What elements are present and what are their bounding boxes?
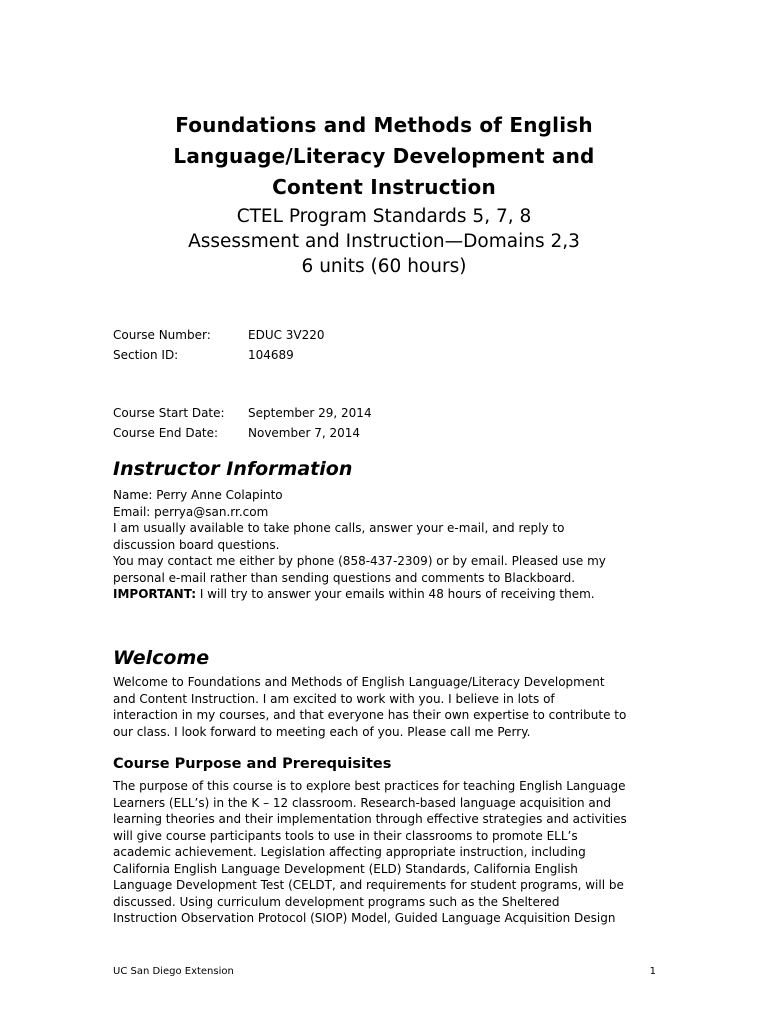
- instructor-name: Name: Perry Anne Colapinto: [113, 488, 283, 502]
- instructor-info: [113, 487, 658, 603]
- section-id-label: Section ID:: [113, 348, 179, 362]
- course-number-row: [113, 325, 325, 345]
- section-id-row: [113, 345, 325, 365]
- course-identifiers: [113, 325, 325, 365]
- course-dates: [113, 403, 372, 443]
- course-number-label: Course Number:: [113, 328, 211, 342]
- contact-line: personal e-mail rather than sending questions and comments to Blackboard.: [113, 570, 576, 585]
- page-footer: [113, 965, 656, 979]
- instructor-email: Email: perrya@san.rr.com: [113, 504, 269, 519]
- important-label: IMPORTANT:: [113, 587, 197, 601]
- course-title-line: Language/Literacy Development and: [173, 144, 595, 168]
- start-date-row: [113, 403, 372, 423]
- welcome-line: interaction in my courses, and that everyone has their own expertise to contribute to: [113, 708, 627, 722]
- availability-line: I am usually available to take phone calls, answer your e-mail, and reply to: [113, 521, 565, 535]
- program-standards: CTEL Program Standards 5, 7, 8: [236, 206, 532, 227]
- purpose-heading: Course Purpose and Prerequisites: [113, 756, 392, 772]
- purpose-line: learning theories and their implementation through effective strategies and activities: [113, 812, 627, 826]
- welcome-line: and Content Instruction. I am excited to work with you. I believe in lots of: [113, 691, 555, 706]
- end-date-label: Course End Date:: [113, 426, 219, 440]
- page-number: 1: [649, 966, 656, 977]
- end-date-value: November 7, 2014: [248, 426, 361, 440]
- purpose-line: academic achievement. Legislation affecting appropriate instruction, including: [113, 845, 586, 859]
- units-hours: 6 units (60 hours): [301, 256, 467, 277]
- purpose-line: The purpose of this course is to explore best practices for teaching English Language: [113, 779, 626, 793]
- section-id-value: 104689: [248, 348, 294, 362]
- course-number-value: EDUC 3V220: [248, 328, 325, 342]
- contact-line: You may contact me either by phone (858-437-2309) or by email. Pleased use my: [113, 554, 606, 568]
- welcome-line: our class. I look forward to meeting each of you. Please call me Perry.: [113, 724, 531, 739]
- important-text: I will try to answer your emails within 48 hours of receiving them.: [196, 587, 595, 601]
- instructor-heading: Instructor Information: [113, 458, 353, 480]
- course-title-line: Content Instruction: [272, 175, 496, 199]
- purpose-line: Learners (ELL’s) in the K – 12 classroom. Research-based language acquisition and: [113, 795, 611, 810]
- welcome-heading: Welcome: [113, 647, 210, 669]
- footer-institution: UC San Diego Extension: [113, 966, 234, 977]
- assessment-domains: Assessment and Instruction—Domains 2,3: [188, 231, 580, 252]
- important-note: [113, 586, 658, 603]
- purpose-text: [113, 778, 658, 927]
- purpose-line: Language Development Test (CELDT, and requirements for student programs, will be: [113, 878, 624, 892]
- welcome-text: [113, 674, 658, 740]
- welcome-line: Welcome to Foundations and Methods of English Language/Literacy Development: [113, 675, 605, 689]
- start-date-label: Course Start Date:: [113, 406, 225, 420]
- course-title-line: Foundations and Methods of English: [175, 113, 593, 137]
- purpose-line: will give course participants tools to use in their classrooms to promote ELL’s: [113, 828, 578, 843]
- purpose-line: Instruction Observation Protocol (SIOP) Model, Guided Language Acquisition Design: [113, 911, 616, 925]
- purpose-line: California English Language Development (ELD) Standards, California English: [113, 861, 578, 876]
- start-date-value: September 29, 2014: [248, 406, 372, 420]
- availability-line: discussion board questions.: [113, 537, 280, 552]
- end-date-row: [113, 423, 372, 443]
- title-block: [0, 110, 768, 279]
- purpose-line: discussed. Using curriculum development programs such as the Sheltered: [113, 894, 560, 909]
